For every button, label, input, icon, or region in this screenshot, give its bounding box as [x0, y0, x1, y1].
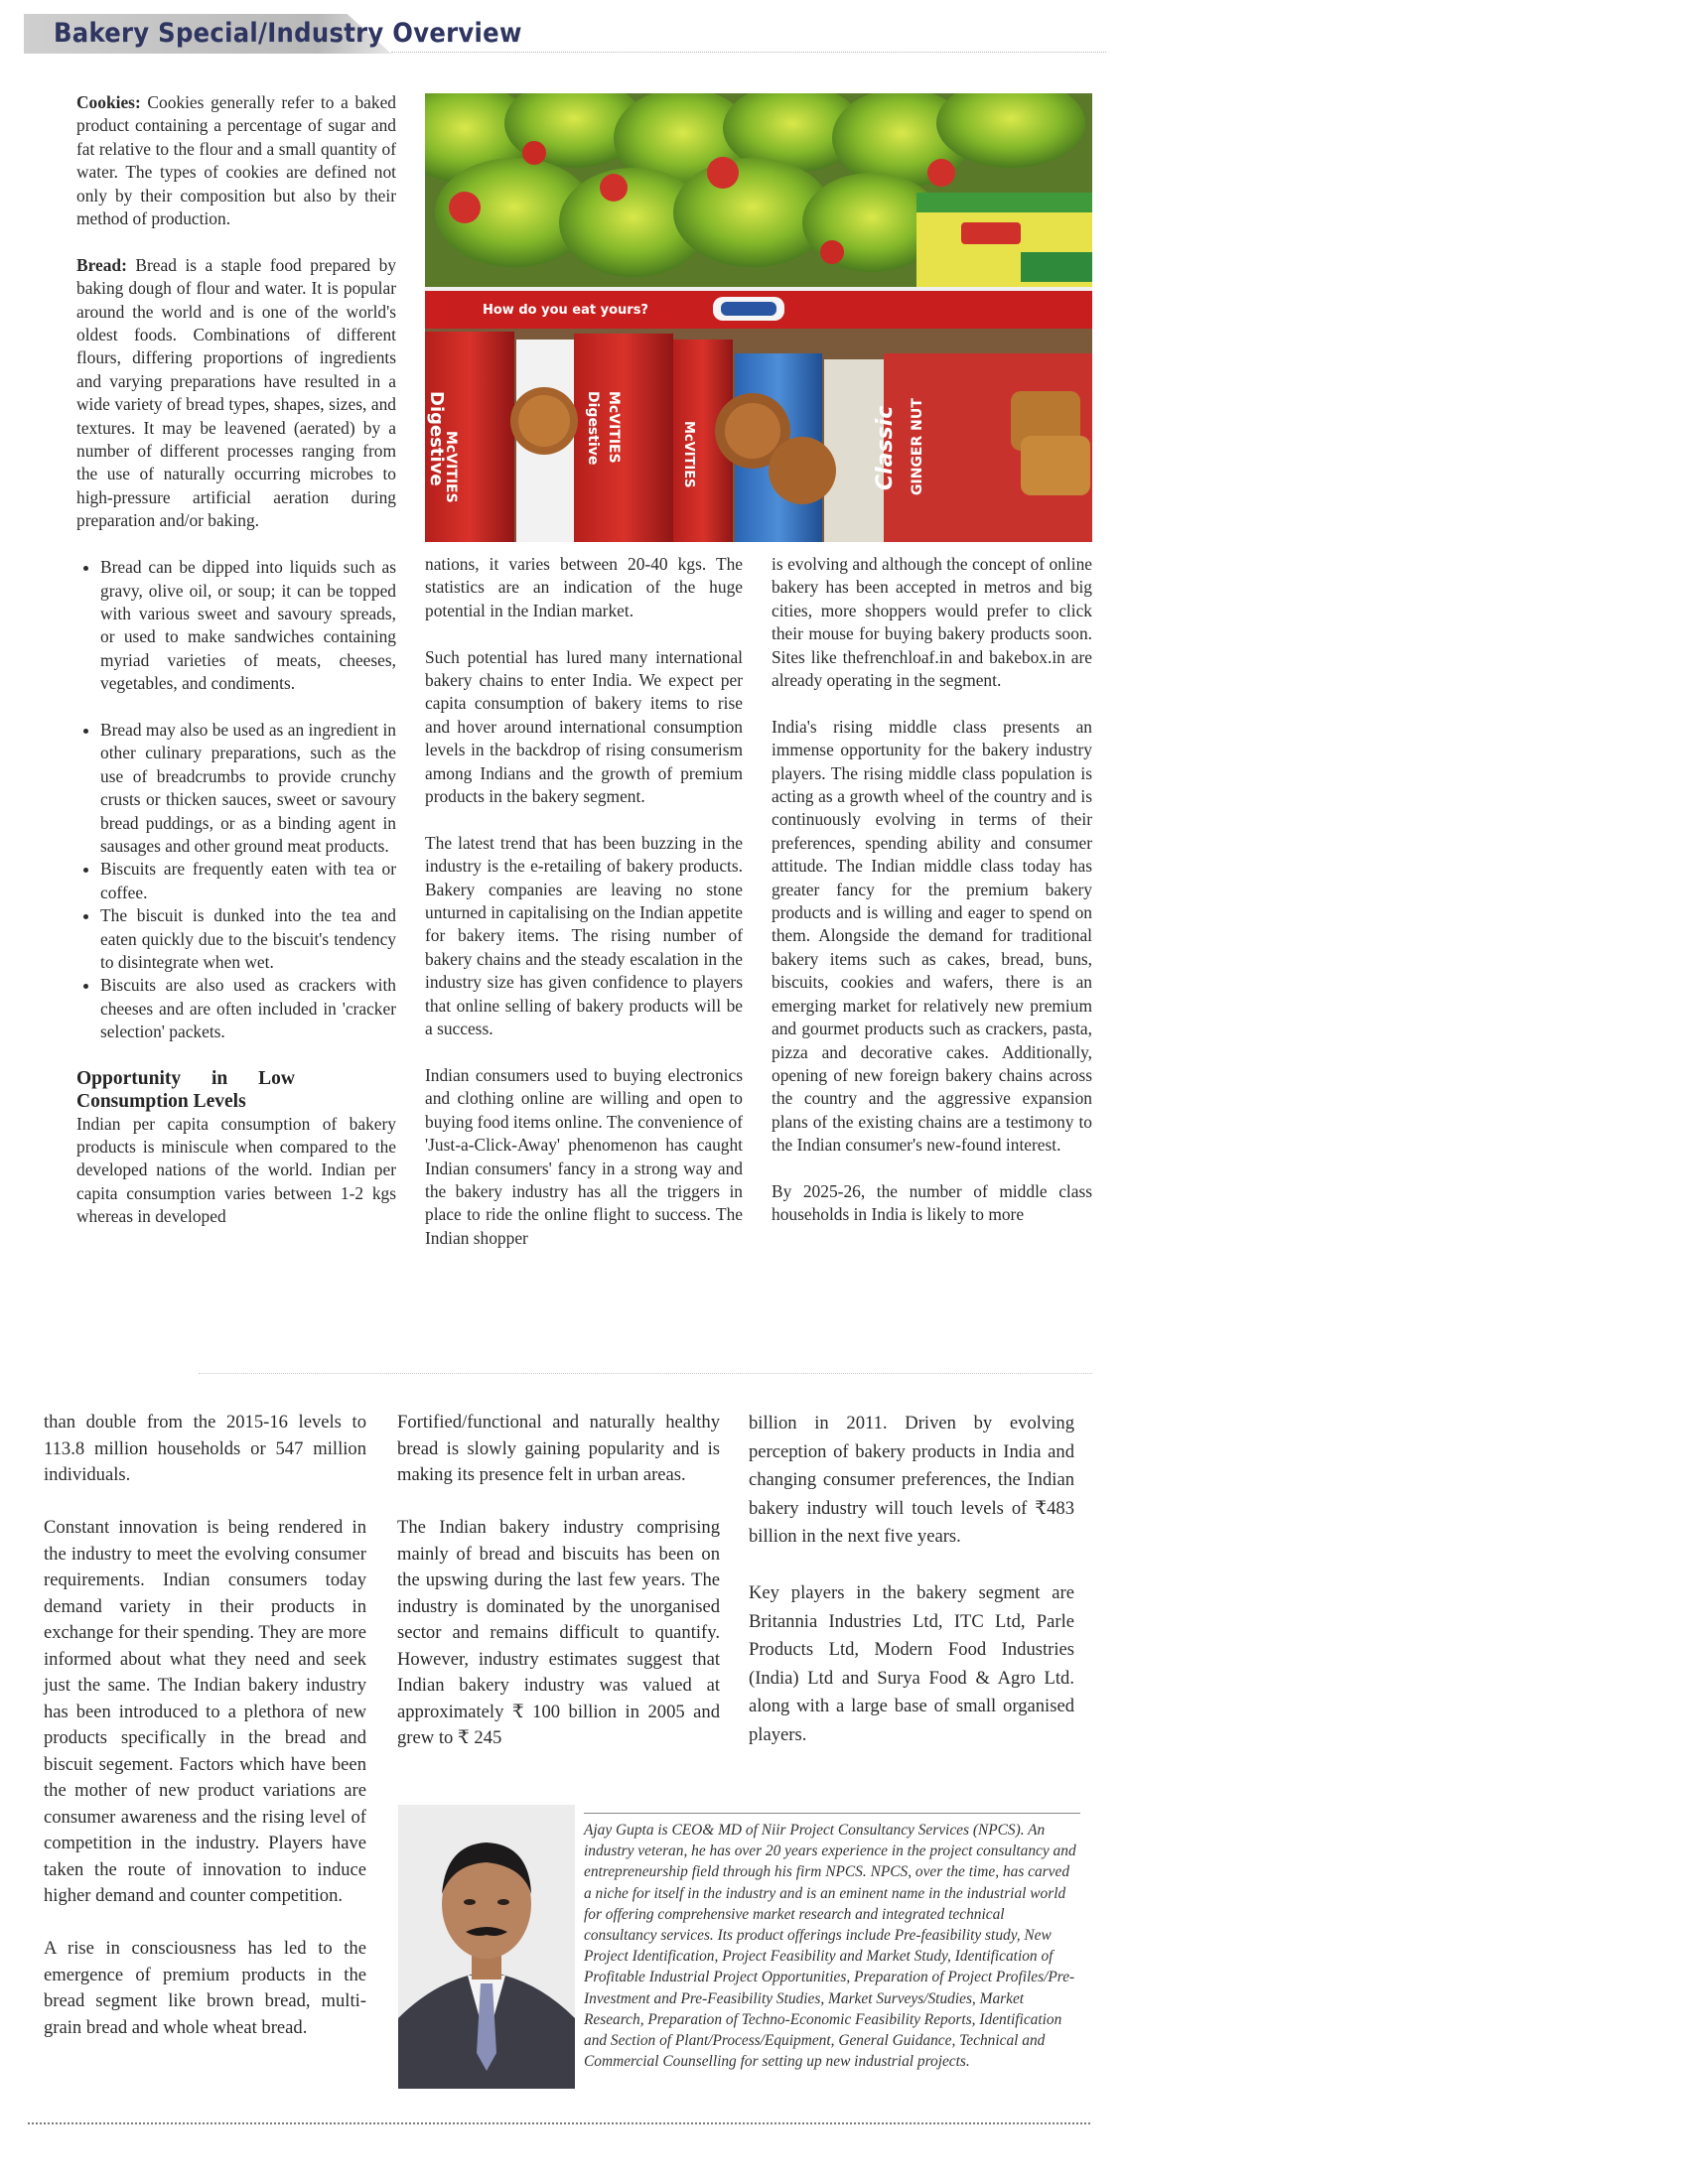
box-label-6: Classic [873, 405, 898, 490]
author-bio: Ajay Gupta is CEO& MD of Niir Project Consultancy Services (NPCS). An industry veteran, he has over 20 years experience in the project consultancy and entrepreneurship field through his firm NPCS. NPCS, over the time, has carved a niche for itself in the industry and is an eminent name in the industrial world for offering comprehensive market research and integrated technical consultancy services. Its product offerings include Pre-feasibility study, New Project Identification, Project Feasibility and Market Study, Identification of Profitable Industrial Project Opportunities, Preparation of Project Profiles/Pre-Investment and Pre-Feasibility Studies, Market Surveys/Studies, Market Research, Preparation of Techno-Economic Feasibility Reports, Identification and Section of Plant/Process/Equipment, General Guidance, Technical and Commercial Counselling for setting up new industrial projects. [584, 1813, 1080, 2072]
paragraph: Fortified/functional and naturally healthy bread is slowly gaining popularity and is making its presence felt in urban areas. [397, 1412, 720, 1485]
box-label-5: McVITIES [681, 421, 696, 488]
column-1 [76, 91, 396, 1229]
list-item: • Bread can be dipped into liquids such as gravy, olive oil, or soup; it can be topped with various sweet and savoury spreads, or used to make sandwiches containing myriad varieties of meats, cheeses, vegetables, and condiments. [100, 556, 396, 695]
bread-label: Bread: [76, 254, 127, 275]
lower-column-2 [397, 1410, 720, 1752]
list-item: • Biscuits are also used as crackers with cheeses and are often included in 'cracker selection' packets. [100, 974, 396, 1043]
bakery-shelf-photo [425, 93, 1092, 542]
column-2 [425, 553, 743, 1250]
bread-text: Bread is a staple food prepared by baking dough of flour and water. It is popular around the world and is one of the world's oldest foods. Combinations of different flours, differing proportions of ingredients and varying preparations have resulted in a wide variety of bread types, shapes, sizes, and textures. It may be leavened (aerated) by a number of different processes ranging from the use of naturally occurring microbes to high-pressure artificial aeration during preparation and/or baking. [76, 254, 396, 531]
list-item: • Bread may also be used as an ingredient in other culinary preparations, such as the use of breadcrumbs to provide crunchy crusts or thicken sauces, sweet or savoury bread puddings, or as a binding agent in sausages and other ground meat products. [100, 719, 396, 858]
box-label-7: GINGER NUT [910, 398, 925, 495]
author-photo [398, 1805, 575, 2089]
paragraph: than double from the 2015-16 levels to 113.8 million households or 547 million individuals. [44, 1412, 366, 1485]
list-item: • The biscuit is dunked into the tea and eaten quickly due to the biscuit's tendency to disintegrate when wet. [100, 904, 396, 974]
box-label-1: McVITIES [443, 431, 459, 503]
paragraph: The Indian bakery industry comprising mainly of bread and biscuits has been on the upswing during the last few years. The industry is dominated by the unorganised sector and remains difficult to quantify. However, industry estimates suggest that Indian bakery industry was valued at approximately ₹ 100 billion in 2005 and grew to ₹ 245 [397, 1517, 720, 1748]
opportunity-heading: Opportunity in Low Consumption Levels [76, 1067, 295, 1112]
cookies-paragraph [76, 91, 396, 230]
list-item: • Biscuits are frequently eaten with tea or coffee. [100, 858, 396, 904]
header-rule [391, 52, 1106, 53]
bread-paragraph [76, 254, 396, 533]
paragraph: billion in 2011. Driven by evolving perception of bakery products in India and changing consumer preferences, the Indian bakery industry will touch levels of ₹483 billion in the next five years. [749, 1413, 1074, 1547]
paragraph: Indian consumers used to buying electronics and clothing online are willing and open to buying food items online. The convenience of 'Just-a-Click-Away' phenomenon has caught Indian consumers' fancy in a strong way and the bakery industry has all the triggers in place to ride the online flight to success. The Indian shopper [425, 1064, 743, 1248]
bread-bullets-a [76, 556, 396, 695]
paragraph: The latest trend that has been buzzing in the industry is the e-retailing of bakery products. Bakery companies are leaving no stone unturned in capitalising on the Indian appetite for bakery items. The rising number of bakery chains and the steady escalation in the industry size has given confidence to players that online selling of bakery products will be a success. [425, 832, 743, 1039]
paragraph: A rise in consciousness has led to the emergence of premium products in the bread segment like brown bread, multi-grain bread and whole wheat bread. [44, 1938, 366, 2038]
box-label-4: Digestive [585, 391, 601, 466]
paragraph: Such potential has lured many international bakery chains to enter India. We expect per capita consumption of bakery items to rise and hover around international consumption levels in the backdrop of rising consumerism among Indians and the growth of premium products in the bakery segment. [425, 646, 743, 807]
lower-column-3 [749, 1410, 1074, 1749]
box-label-3: McVITIES [606, 391, 622, 464]
lower-column-1 [44, 1410, 366, 2041]
paragraph: is evolving and although the concept of online bakery has been accepted in metros and big cities, more shoppers would prefer to click their mouse for buying bakery products soon. Sites like thefrenchloaf.in and bakebox.in are already operating in the segment. [772, 554, 1092, 691]
shelf-banner-text: How do you eat yours? [483, 303, 648, 318]
paragraph: Constant innovation is being rendered in the industry to meet the evolving consumer requirements. Indian consumers today demand variety in their products in exchange for their spending. They are more informed about what they need and seek just the same. The Indian bakery industry has been introduced to a plethora of new products specifically in the bread and biscuit segement. Factors which have been the mother of new product variations are consumer awareness and the rising level of competition in the industry. Players have taken the route of innovation to induce higher demand and counter competition. [44, 1517, 366, 1906]
cookies-label: Cookies: [76, 92, 141, 112]
bread-bullets-b [76, 719, 396, 1044]
cookies-text: Cookies generally refer to a baked product containing a percentage of sugar and fat relative to the flour and a small quantity of water. The types of cookies are defined not only by their composition but also by their method of production. [76, 92, 396, 229]
footer-rule [28, 2122, 1090, 2124]
section-title: Bakery Special/Industry Overview [54, 18, 522, 49]
column-3 [772, 553, 1092, 1227]
paragraph: Key players in the bakery segment are Britannia Industries Ltd, ITC Ltd, Parle Products Ltd, Modern Food Industries (India) Ltd and Surya Food & Agro Ltd. along with a large base of small organised players. [749, 1582, 1074, 1745]
paragraph: nations, it varies between 20-40 kgs. The statistics are an indication of the huge potential in the Indian market. [425, 554, 743, 620]
paragraph: By 2025-26, the number of middle class households in India is likely to more [772, 1180, 1092, 1225]
opportunity-paragraph: Indian per capita consumption of bakery products is miniscule when compared to the developed nations of the world. Indian per capita consumption varies between 1-2 kgs whereas in developed [76, 1113, 396, 1227]
box-label-2: Digestive [426, 391, 447, 486]
paragraph: India's rising middle class presents an immense opportunity for the bakery industry players. The rising middle class population is acting as a growth wheel of the country and is continuously evolving in terms of their preferences, spending ability and consumer attitude. The Indian middle class today has greater fancy for the premium bakery products and is willing and eager to spend on them. Alongside the demand for traditional bakery items such as cakes, bread, buns, biscuits, cookies and wafers, there is an emerging market for relatively new premium and gourmet products such as crackers, pasta, pizza and decorative cakes. Additionally, opening of new foreign bakery chains across the country and the aggressive expansion plans of the existing chains are a testimony to the Indian consumer's new-found interest. [772, 716, 1092, 1156]
section-divider [199, 1373, 1092, 1374]
